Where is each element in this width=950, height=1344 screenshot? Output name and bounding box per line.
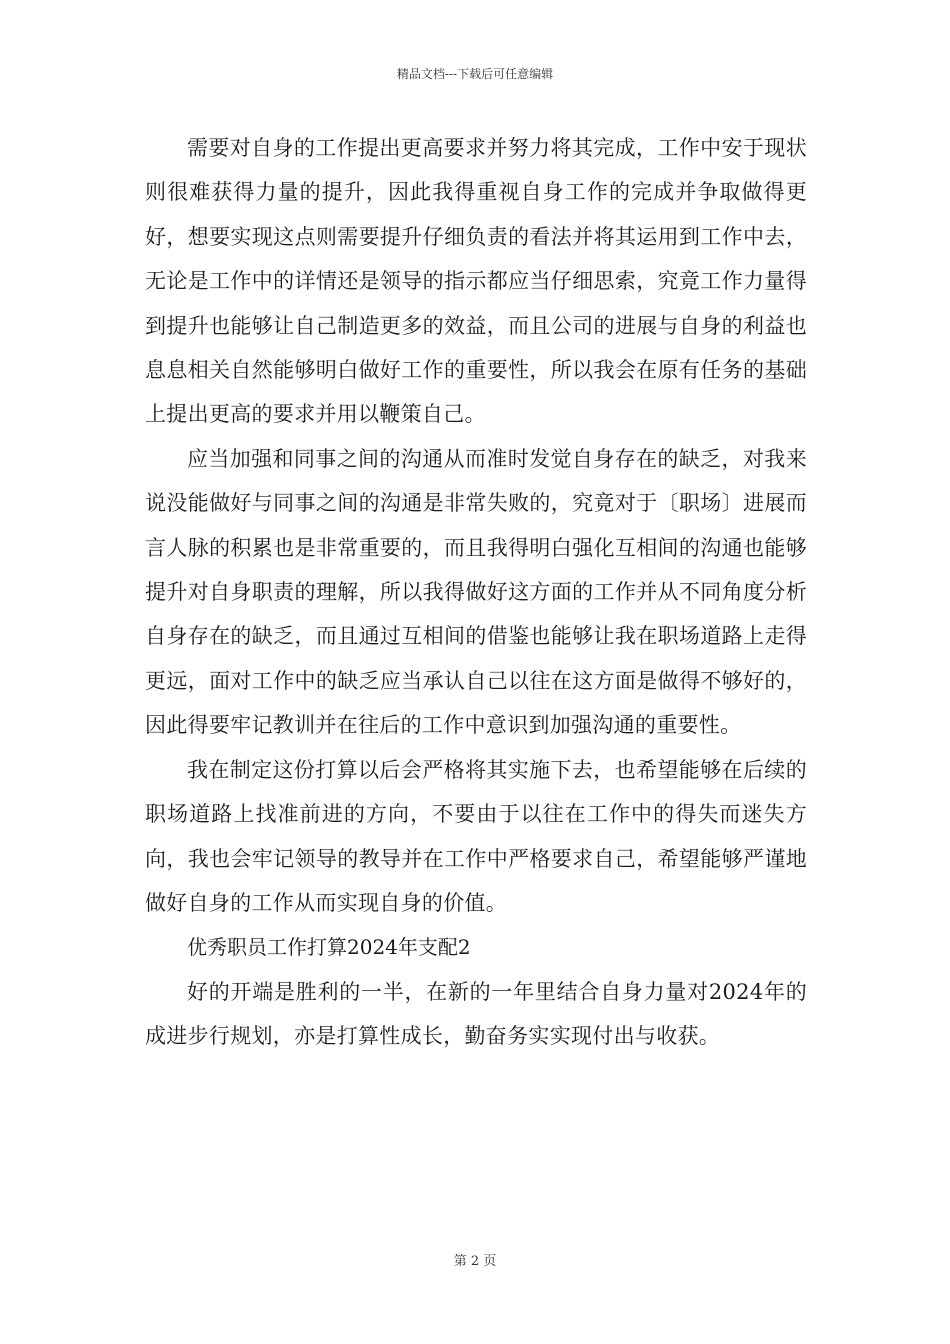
- page-header: 精品文档---下载后可任意编辑: [396, 67, 554, 81]
- closing-paragraph: 好的开端是胜利的一半，在新的一年里结合自身力量对2024年的成进步行规划，亦是打算性成长，勤奋务实实现付出与收获。: [145, 979, 807, 1049]
- document-body: [145, 126, 807, 1059]
- body-paragraph-3: 我在制定这份打算以后会严格将其实施下去，也希望能够在后续的职场道路上找准前进的方向，不要由于以往在工作中的得失而迷失方向，我也会牢记领导的教导并在工作中严格要求自己，希望能够严谨地做好自身的工作从而实现自身的价值。: [145, 757, 807, 915]
- body-paragraph-1: 需要对自身的工作提出更高要求并努力将其完成，工作中安于现状则很难获得力量的提升，因此我得重视自身工作的完成并争取做得更好，想要实现这点则需要提升仔细负责的看法并将其运用到工作中去，无论是工作中的详情还是领导的指示都应当仔细思索，究竟工作力量得到提升也能够让自己制造更多的效益，而且公司的进展与自身的利益也息息相关自然能够明白做好工作的重要性，所以我会在原有任务的基础上提出更高的要求并用以鞭策自己。: [145, 136, 807, 427]
- section-heading: 优秀职员工作打算2024年支配2: [187, 935, 471, 960]
- body-paragraph-2: 应当加强和同事之间的沟通从而准时发觉自身存在的缺乏，对我来说没能做好与同事之间的沟通是非常失败的，究竟对于〔职场〕进展而言人脉的积累也是非常重要的，而且我得明白强化互相间的沟通也能够提升对自身职责的理解，所以我得做好这方面的工作并从不同角度分析自身存在的缺乏，而且通过互相间的借鉴也能够让我在职场道路上走得更远，面对工作中的缺乏应当承认自己以往在这方面是做得不够好的，因此得要牢记教训并在往后的工作中意识到加强沟通的重要性。: [145, 446, 807, 738]
- page-number: 第 2 页: [453, 1254, 497, 1269]
